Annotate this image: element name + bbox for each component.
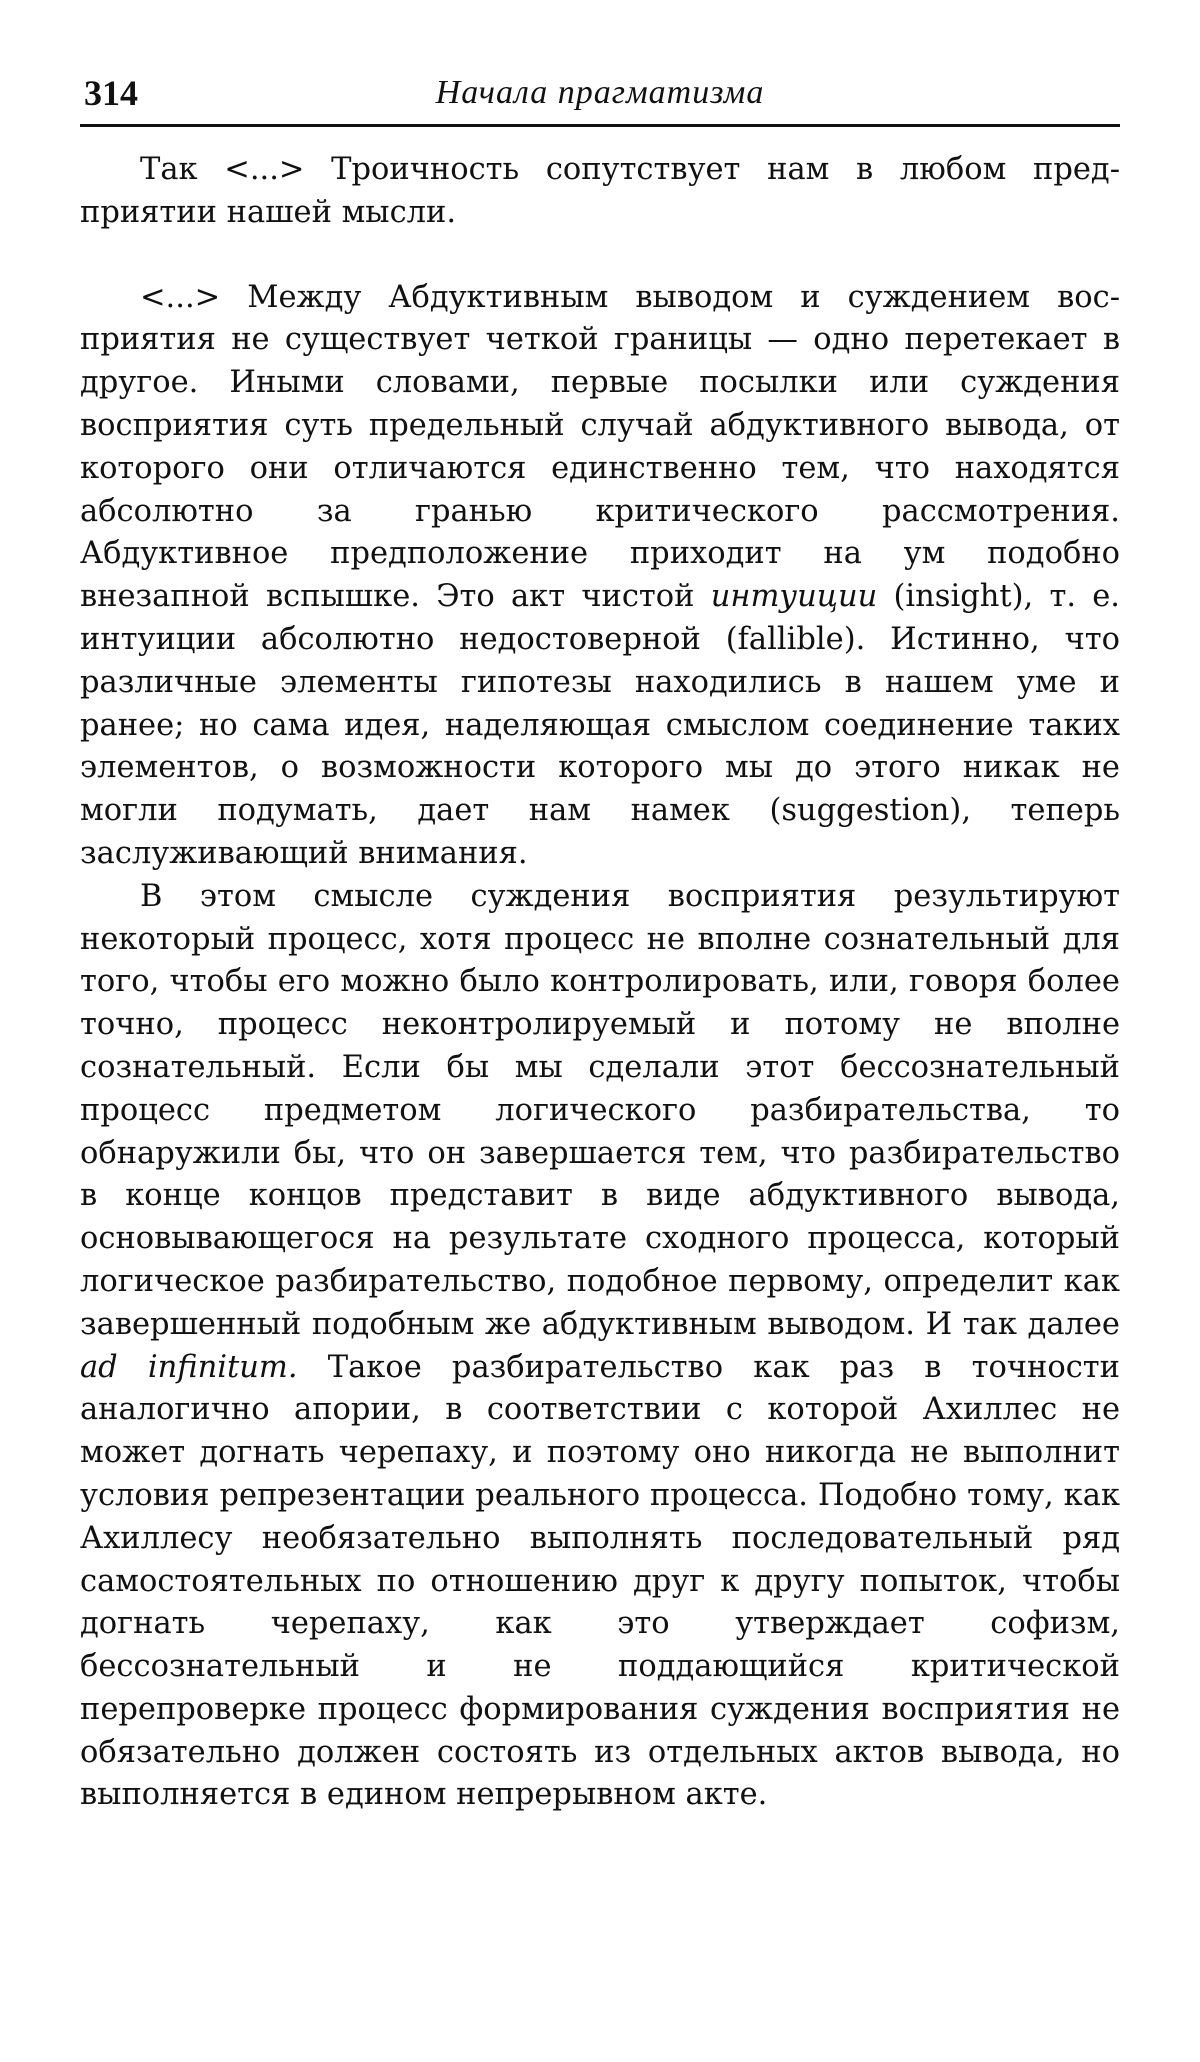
running-header: [80, 60, 1120, 127]
paragraph-3-text-a: В этом смысле суждения восприятия результируют некоторый процесс, хотя процесс не вполне сознательный для того, чтобы его можно было контролировать, или, говоря более точно, процесс неконтролируемый и потому не вполне сознательный. Если бы мы сделали этот бессознательный процесс предметом логического разбирательства, то обнаружили бы, что он завершается тем, что разбирательство в конце концов представит в виде абдуктивного вывода, основывающегося на результате сходного процесса, который логическое разбирательство, подобное первому, определит как завершенный подобным же абдуктивным выводом. И так далее: [80, 878, 1120, 1342]
paragraph-3: [80, 876, 1120, 1818]
page-number: 314: [84, 73, 138, 113]
paragraph-3-text-b: Такое разбирательство как раз в точности аналогично апории, в соответствии с которой Ахиллес не может догнать черепаху, и поэтому оно никогда не выполнит условия репрезентации реального процесса. Подобно тому, как Ахиллесу необязательно выполнять последовательный ряд самостоятельных по отношению друг к другу попыток, чтобы догнать черепаху, как это утверждает софизм, бессознательный и не поддающийся критической перепроверке процесс формирования суждения восприятия не обязательно должен состоять из отдельных актов вывода, но выполняется в едином непрерывном акте.: [80, 1349, 1120, 1813]
paragraph-2-text-a: <...> Между Абдуктивным выводом и суждением восприятия не существует четкой границы — одно перетекает в другое. Иными словами, первые посылки или суждения восприятия суть предельный случай абдуктивного вывода, от которого они отличаются единственно тем, что находятся абсолютно за гранью критического рассмотрения. Абдуктивное предположение приходит на ум подобно внезапной вспышке. Это акт чистой: [80, 279, 1120, 615]
paragraph-2-italic: интуиции: [710, 579, 878, 615]
book-page: [80, 60, 1120, 1817]
paragraph-2: [80, 277, 1120, 876]
paragraph-2-text-b: (insight), т. е. интуиции абсолютно недостоверной (fallible). Истинно, что различные элементы гипотезы находились в нашем уме и ранее; но сама идея, наделяющая смыслом соединение таких элементов, о возможности которого мы до этого никак не могли подумать, дает нам намек (suggestion), теперь заслуживающий внимания.: [80, 579, 1121, 871]
paragraph-3-italic: ad infinitum.: [80, 1349, 298, 1385]
body-text: [80, 149, 1120, 1817]
paragraph-1-text: Так <...> Троичность сопутствует нам в любом предприятии нашей мысли.: [80, 152, 1120, 230]
paragraph-1: [80, 149, 1120, 235]
running-title: Начала прагматизма: [435, 74, 765, 111]
